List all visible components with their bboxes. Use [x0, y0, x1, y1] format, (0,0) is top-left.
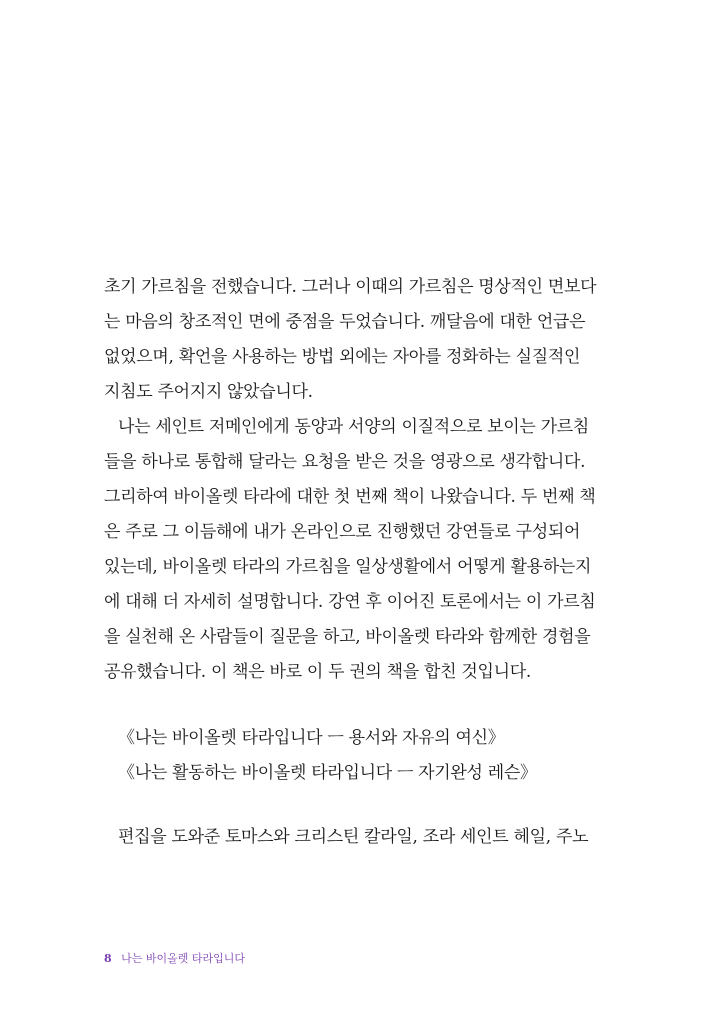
text-line: 초기 가르침을 전했습니다. 그러나 이때의 가르침은 명상적인 면보다	[104, 277, 597, 297]
book-title-line: 《나는 바이올렛 타라입니다 ㅡ 용서와 자유의 여신》	[118, 728, 505, 748]
text-line: 지침도 주어지지 않았습니다.	[104, 382, 313, 402]
text-line: 그리하여 바이올렛 타라에 대한 첫 번째 책이 나왔습니다. 두 번째 책	[104, 487, 596, 507]
text-line: 공유했습니다. 이 책은 바로 이 두 권의 책을 합친 것입니다.	[104, 662, 531, 682]
text-line: 없었으며, 확언을 사용하는 방법 외에는 자아를 정화하는 실질적인	[104, 347, 581, 367]
text-line: 있는데, 바이올렛 타라의 가르침을 일상생활에서 어떻게 활용하는지	[104, 557, 592, 577]
text-line: 나는 세인트 저메인에게 동양과 서양의 이질적으로 보이는 가르침	[118, 417, 590, 437]
page-number: 8	[104, 952, 112, 965]
body-text	[104, 270, 600, 855]
text-line: 편집을 도와준 토마스와 크리스틴 칼라일, 조라 세인트 헤일, 주노	[118, 827, 589, 847]
page-footer	[104, 950, 245, 966]
text-line: 은 주로 그 이듬해에 내가 온라인으로 진행했던 강연들로 구성되어	[104, 522, 581, 542]
running-title: 나는 바이올렛 타라입니다	[121, 952, 246, 965]
text-line: 을 실천해 온 사람들이 질문을 하고, 바이올렛 타라와 함께한 경험을	[104, 627, 591, 647]
text-line: 에 대해 더 자세히 설명합니다. 강연 후 이어진 토론에서는 이 가르침	[104, 592, 596, 612]
text-line: 는 마음의 창조적인 면에 중점을 두었습니다. 깨달음에 대한 언급은	[104, 312, 586, 332]
text-line: 들을 하나로 통합해 달라는 요청을 받은 것을 영광으로 생각합니다.	[104, 452, 586, 472]
book-title-line: 《나는 활동하는 바이올렛 타라입니다 ㅡ 자기완성 레슨》	[118, 763, 537, 783]
